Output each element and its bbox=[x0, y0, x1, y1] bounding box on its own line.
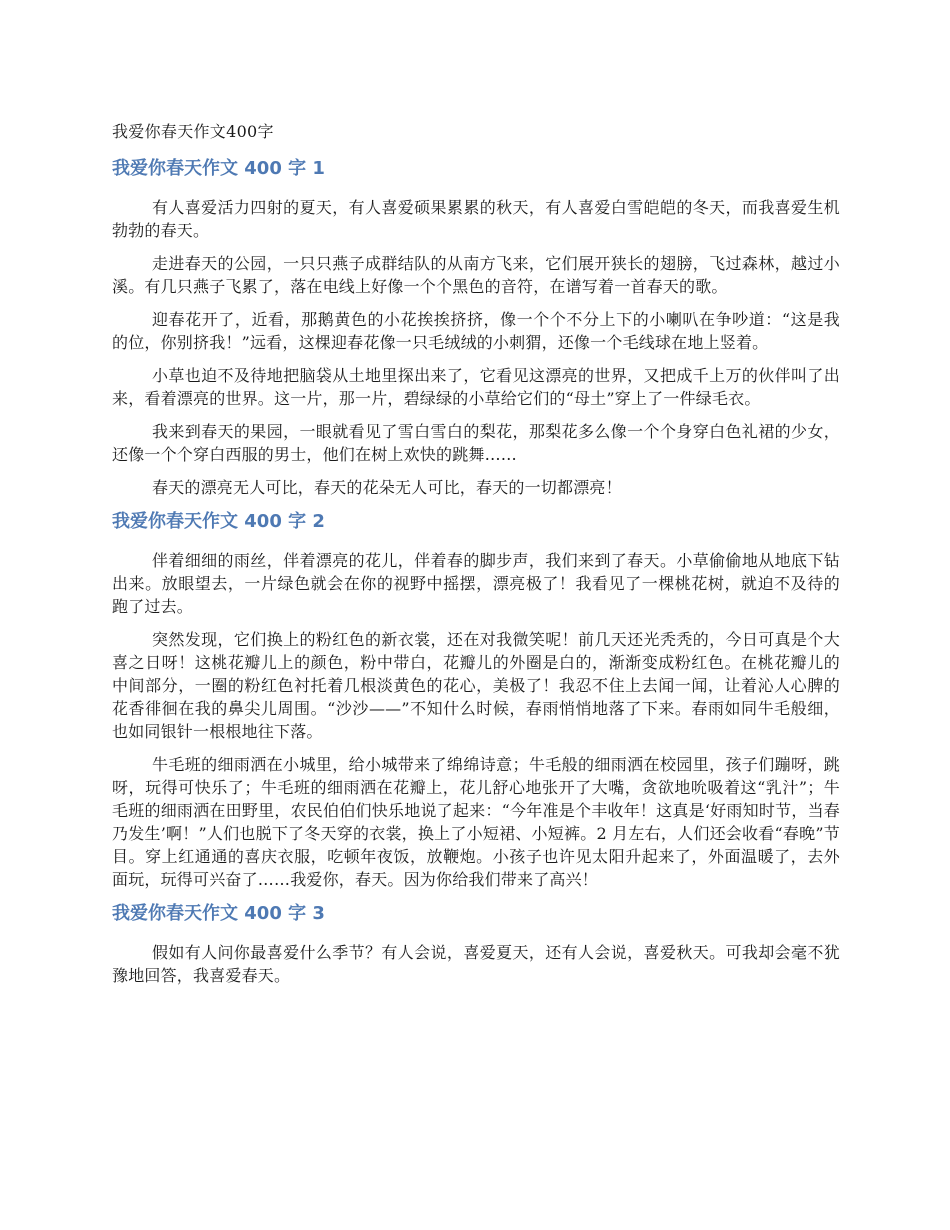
paragraph: 伴着细细的雨丝，伴着漂亮的花儿，伴着春的脚步声，我们来到了春天。小草偷偷地从地底下钻出来。放眼望去，一片绿色就会在你的视野中摇摆，漂亮极了！我看见了一棵桃花树，就迫不及待的跑了过去。 bbox=[112, 551, 840, 616]
paragraph: 牛毛班的细雨洒在小城里，给小城带来了绵绵诗意；牛毛般的细雨洒在校园里，孩子们蹦呀，跳呀，玩得可快乐了；牛毛班的细雨洒在花瓣上，花儿舒心地张开了大嘴，贪欲地吮吸着这“乳汁”；牛毛班的细雨洒在田野里，农民伯伯们快乐地说了起来：“今年准是个丰收年！这真是‘好雨知时节，当春乃发生’啊！”人们也脱下了冬天穿的衣裳，换上了小短裙、小短裤。2 月左右，人们还会收看“春晚”节目。穿上红通通的喜庆衣服，吃顿年夜饭，放鞭炮。小孩子也许见太阳升起来了，外面温暖了，去外面玩，玩得可兴奋了……我爱你，春天。因为你给我们带来了高兴！ bbox=[112, 755, 840, 889]
section-heading: 我爱你春天作文 400 字 3 bbox=[112, 903, 325, 924]
section-heading: 我爱你春天作文 400 字 1 bbox=[112, 158, 325, 179]
paragraph: 有人喜爱活力四射的夏天，有人喜爱硕果累累的秋天，有人喜爱白雪皑皑的冬天，而我喜爱生机勃勃的春天。 bbox=[112, 198, 840, 240]
paragraph: 迎春花开了，近看，那鹅黄色的小花挨挨挤挤，像一个个不分上下的小喇叭在争吵道：“这是我的位，你别挤我！”远看，这棵迎春花像一只毛绒绒的小刺猬，还像一个毛线球在地上竖着。 bbox=[112, 310, 840, 352]
essay-section-1 bbox=[112, 156, 840, 499]
paragraph: 走进春天的公园，一只只燕子成群结队的从南方飞来，它们展开狭长的翅膀，飞过森林，越过小溪。有几只燕子飞累了，落在电线上好像一个个黑色的音符，在谱写着一首春天的歌。 bbox=[112, 254, 840, 296]
document-title: 我爱你春天作文400字 bbox=[112, 122, 274, 141]
paragraph: 假如有人问你最喜爱什么季节？有人会说，喜爱夏天，还有人会说，喜爱秋天。可我却会毫不犹豫地回答，我喜爱春天。 bbox=[112, 943, 840, 985]
paragraph: 春天的漂亮无人可比，春天的花朵无人可比，春天的一切都漂亮！ bbox=[152, 478, 622, 497]
section-heading: 我爱你春天作文 400 字 2 bbox=[112, 511, 325, 532]
document-page bbox=[112, 120, 840, 997]
essay-section-2 bbox=[112, 509, 840, 891]
paragraph: 突然发现，它们换上的粉红色的新衣裳，还在对我微笑呢！前几天还光秃秃的，今日可真是个大喜之日呀！这桃花瓣儿上的颜色，粉中带白，花瓣儿的外圈是白的，渐渐变成粉红色。在桃花瓣儿的中间部分，一圈的粉红色衬托着几根淡黄色的花心，美极了！我忍不住上去闻一闻，让着沁人心脾的花香徘徊在我的鼻尖儿周围。“沙沙——”不知什么时候，春雨悄悄地落了下来。春雨如同牛毛般细，也如同银针一根根地往下落。 bbox=[112, 630, 840, 741]
paragraph: 小草也迫不及待地把脑袋从土地里探出来了，它看见这漂亮的世界，又把成千上万的伙伴叫了出来，看着漂亮的世界。这一片，那一片，碧绿绿的小草给它们的“母土”穿上了一件绿毛衣。 bbox=[112, 366, 840, 408]
paragraph: 我来到春天的果园，一眼就看见了雪白雪白的梨花，那梨花多么像一个个身穿白色礼裙的少女，还像一个个穿白西服的男士，他们在树上欢快的跳舞…… bbox=[112, 422, 840, 464]
essay-section-3 bbox=[112, 901, 840, 987]
